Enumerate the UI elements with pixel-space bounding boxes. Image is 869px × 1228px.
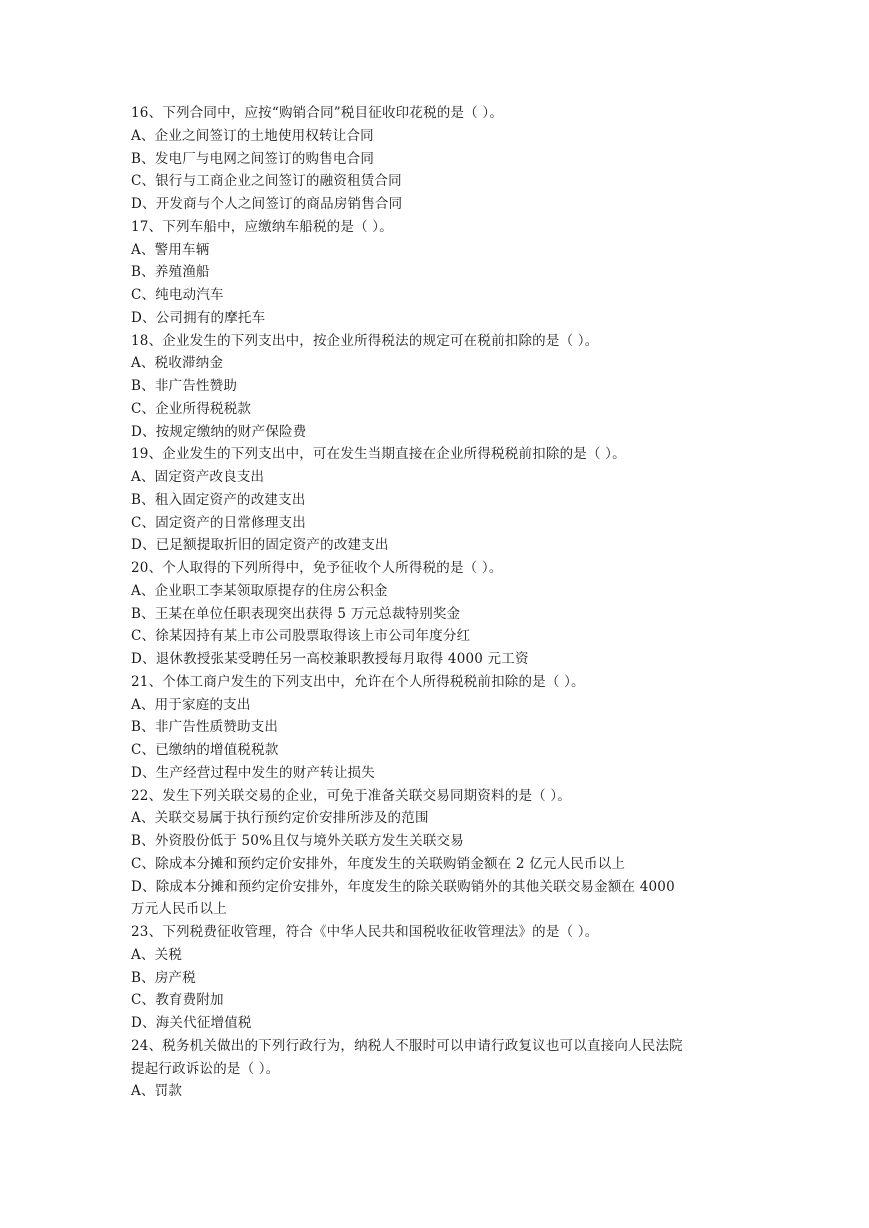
question-stem: 16、下列合同中，应按“购销合同”税目征收印花税的是（ ）。 [131,105,504,121]
option-d-continued: 万元人民币以上 [131,901,227,918]
document-page [131,102,743,1103]
option-d: D、按规定缴纳的财产保险费 [131,423,307,440]
question-18 [131,330,743,444]
option-c: C、纯电动汽车 [131,287,224,303]
option-d: D、公司拥有的摩托车 [131,309,266,326]
option-b: B、非广告性质赞助支出 [131,719,279,736]
option-b: B、养殖渔船 [131,264,210,281]
option-b: B、非广告性赞助 [131,378,238,394]
question-21 [131,671,743,785]
question-stem: 21、个体工商户发生的下列支出中，允许在个人所得税税前扣除的是（ ）。 [131,673,585,690]
question-stem: 17、下列车船中，应缴纳车船税的是（ ）。 [131,218,393,235]
option-a: A、企业职工李某领取原提存的住房公积金 [131,582,388,599]
question-stem: 19、企业发生的下列支出中，可在发生当期直接在企业所得税税前扣除的是（ ）。 [131,446,626,463]
option-b: B、外资股份低于 50%且仅与境外关联方发生关联交易 [131,833,464,849]
option-c: C、已缴纳的增值税税款 [131,742,279,758]
question-24 [131,1035,743,1103]
option-a: A、关税 [131,946,183,963]
option-b: B、发电厂与电网之间签订的购售电合同 [131,150,375,167]
question-stem: 22、发生下列关联交易的企业，可免于准备关联交易同期资料的是（ ）。 [131,787,572,804]
question-19 [131,443,743,557]
option-d: D、除成本分摊和预约定价安排外，年度发生的除关联购销外的其他关联交易金额在 4000 [131,878,675,895]
option-c: C、企业所得税税款 [131,400,252,417]
question-stem-continued: 提起行政诉讼的是（ ）。 [131,1060,280,1077]
question-22 [131,785,743,922]
option-d: D、生产经营过程中发生的财产转让损失 [131,764,375,781]
option-b: B、房产税 [131,969,196,986]
option-a: A、罚款 [131,1083,183,1100]
question-20 [131,557,743,671]
question-stem: 18、企业发生的下列支出中，按企业所得税法的规定可在税前扣除的是（ ）。 [131,332,599,349]
option-c: C、固定资产的日常修理支出 [131,514,306,531]
option-a: A、用于家庭的支出 [131,696,251,713]
option-d: D、海关代征增值税 [131,1015,252,1031]
option-d: D、已足额提取折旧的固定资产的改建支出 [131,537,389,554]
option-b: B、王某在单位任职表现突出获得 5 万元总裁特别奖金 [131,605,461,622]
option-d: D、退休教授张某受聘任另一高校兼职教授每月取得 4000 元工资 [131,651,529,667]
question-stem: 24、税务机关做出的下列行政行为，纳税人不服时可以申请行政复议也可以直接向人民法院 [131,1037,683,1054]
option-a: A、企业之间签订的土地使用权转让合同 [131,127,374,144]
question-stem: 23、下列税费征收管理，符合《中华人民共和国税收征收管理法》的是（ ）。 [131,924,599,940]
option-c: C、除成本分摊和预约定价安排外，年度发生的关联购销金额在 2 亿元人民币以上 [131,855,626,872]
option-a: A、固定资产改良支出 [131,469,265,485]
question-17 [131,216,743,330]
question-23 [131,921,743,1035]
question-stem: 20、个人取得的下列所得中，免予征收个人所得税的是（ ）。 [131,560,503,576]
option-a: A、关联交易属于执行预约定价安排所涉及的范围 [131,810,429,827]
question-16 [131,102,743,216]
option-c: C、徐某因持有某上市公司股票取得该上市公司年度分红 [131,628,471,645]
option-a: A、警用车辆 [131,241,210,258]
option-a: A、税收滞纳金 [131,355,224,372]
option-c: C、教育费附加 [131,992,224,1009]
option-b: B、租入固定资产的改建支出 [131,491,306,508]
option-c: C、银行与工商企业之间签订的融资租赁合同 [131,173,402,190]
option-d: D、开发商与个人之间签订的商品房销售合同 [131,196,403,212]
